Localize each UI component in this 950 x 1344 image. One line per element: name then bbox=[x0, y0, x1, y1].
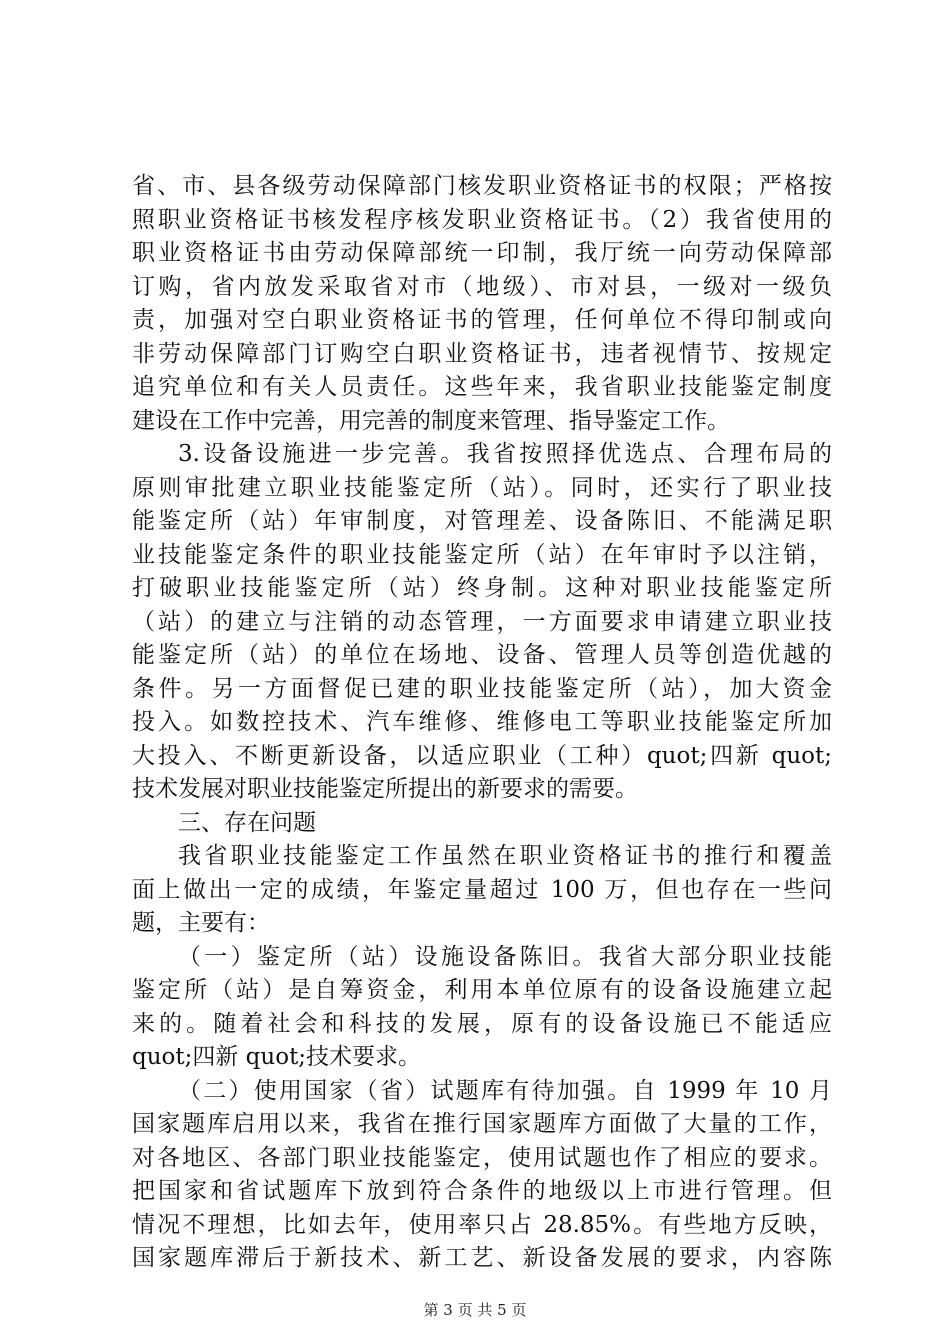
text-line: 建设在工作中完善，用完善的制度来管理、指导鉴定工作。 bbox=[132, 407, 730, 434]
text-line: 鉴定所（站）是自筹资金，利用本单位原有的设备设施建立起 bbox=[132, 977, 832, 1003]
text-line: （二）使用国家（省）试题库有待加强。自 1999 年 10 月 bbox=[178, 1077, 832, 1104]
text-line: 订购，省内放发采取省对市（地级）、市对县，一级对一级负 bbox=[132, 273, 832, 300]
text-line: 责，加强对空白职业资格证书的管理，任何单位不得印制或向 bbox=[132, 307, 832, 333]
page-footer: 第 3 页 共 5 页 bbox=[423, 1301, 527, 1319]
text-line: 3.设备设施进一步完善。我省按照择优选点、合理布局的 bbox=[178, 441, 832, 467]
text-line: 技术发展对职业技能鉴定所提出的新要求的需要。 bbox=[132, 776, 638, 802]
text-line: 我省职业技能鉴定工作虽然在职业资格证书的推行和覆盖 bbox=[178, 843, 832, 869]
text-line: 追究单位和有关人员责任。这些年来，我省职业技能鉴定制度 bbox=[132, 374, 832, 400]
text-line: （站）的建立与注销的动态管理，一方面要求申请建立职业技 bbox=[132, 608, 832, 635]
text-line: 对各地区、各部门职业技能鉴定，使用试题也作了相应的要求。 bbox=[132, 1144, 832, 1171]
text-line: 打破职业技能鉴定所（站）终身制。这种对职业技能鉴定所 bbox=[132, 575, 832, 601]
text-line: 投入。如数控技术、汽车维修、维修电工等职业技能鉴定所加 bbox=[132, 709, 832, 735]
text-line: （一）鉴定所（站）设施设备陈旧。我省大部分职业技能 bbox=[178, 943, 832, 970]
text-line: 题，主要有： bbox=[132, 910, 270, 936]
text-line: 国家题库启用以来，我省在推行国家题库方面做了大量的工作， bbox=[132, 1111, 832, 1137]
text-line: 三、存在问题 bbox=[178, 809, 316, 836]
text-line: quot;四新 quot;技术要求。 bbox=[132, 1044, 422, 1070]
text-line: 原则审批建立职业技能鉴定所（站）。同时，还实行了职业技 bbox=[132, 474, 832, 501]
text-line: 业技能鉴定条件的职业技能鉴定所（站）在年审时予以注销， bbox=[132, 541, 832, 568]
text-line: 面上做出一定的成绩，年鉴定量超过 100 万，但也存在一些问 bbox=[132, 876, 832, 903]
text-line: 职业资格证书由劳动保障部统一印制，我厅统一向劳动保障部 bbox=[132, 240, 832, 266]
text-line: 能鉴定所（站）的单位在场地、设备、管理人员等创造优越的 bbox=[132, 642, 832, 668]
text-line: 情况不理想，比如去年，使用率只占 28.85%。有些地方反映， bbox=[132, 1211, 832, 1238]
text-line: 照职业资格证书核发程序核发职业资格证书。（2）我省使用的 bbox=[132, 206, 832, 233]
text-line: 条件。另一方面督促已建的职业技能鉴定所（站），加大资金 bbox=[132, 675, 832, 702]
text-line: 省、市、县各级劳动保障部门核发职业资格证书的权限；严格按 bbox=[132, 173, 832, 199]
text-line: 来的。随着社会和科技的发展，原有的设备设施已不能适应 bbox=[132, 1010, 832, 1037]
document-body bbox=[132, 170, 832, 1276]
text-line: 非劳动保障部门订购空白职业资格证书，违者视情节、按规定 bbox=[132, 340, 832, 367]
text-line: 国家题库滞后于新技术、新工艺、新设备发展的要求，内容陈 bbox=[132, 1245, 832, 1271]
text-line: 把国家和省试题库下放到符合条件的地级以上市进行管理。但 bbox=[132, 1178, 832, 1204]
text-line: 能鉴定所（站）年审制度，对管理差、设备陈旧、不能满足职 bbox=[132, 508, 832, 534]
text-line: 大投入、不断更新设备，以适应职业（工种）quot;四新 quot; bbox=[132, 742, 832, 769]
